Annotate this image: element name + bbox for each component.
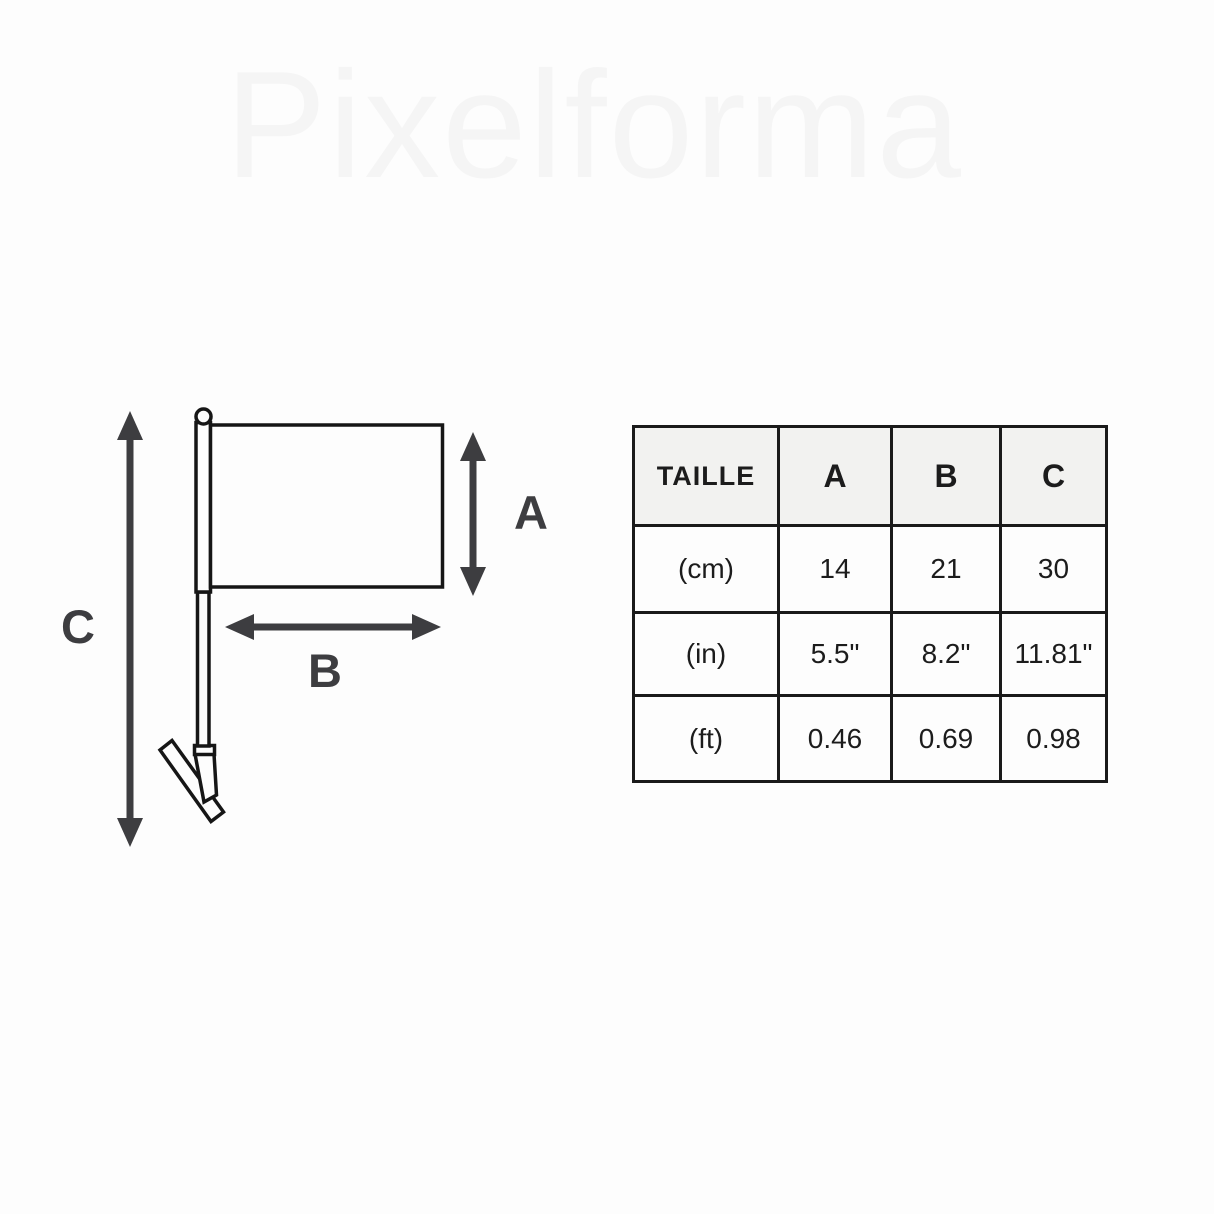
- dimension-arrow-a: [460, 432, 486, 596]
- flag-pole-upper: [196, 423, 211, 593]
- header-cell-taille: TAILLE: [634, 427, 779, 526]
- watermark-text: Pixelforma: [225, 40, 963, 210]
- unit-cell-cm: (cm): [634, 526, 779, 613]
- table-row-cm: [634, 526, 1107, 613]
- flag-pole-lower: [198, 592, 210, 746]
- table-row-ft: [634, 696, 1107, 782]
- dimension-label-b: B: [308, 644, 342, 697]
- cell-ft-c: 0.98: [1001, 696, 1107, 782]
- cell-in-a: 5.5": [779, 613, 892, 696]
- unit-cell-in: (in): [634, 613, 779, 696]
- flag-outline: [211, 425, 443, 587]
- table-row-in: [634, 613, 1107, 696]
- header-cell-c: C: [1001, 427, 1107, 526]
- dimension-label-a: A: [514, 486, 548, 539]
- dimension-arrow-c: [117, 411, 143, 847]
- cell-cm-a: 14: [779, 526, 892, 613]
- header-cell-a: A: [779, 427, 892, 526]
- size-table-header-row: [634, 427, 1107, 526]
- dimension-label-c: C: [61, 600, 95, 653]
- cell-in-b: 8.2": [892, 613, 1001, 696]
- cell-in-c: 11.81": [1001, 613, 1107, 696]
- size-table: [632, 425, 1108, 783]
- cell-cm-b: 21: [892, 526, 1001, 613]
- dimension-arrow-b: [225, 614, 441, 640]
- cell-ft-b: 0.69: [892, 696, 1001, 782]
- unit-cell-ft: (ft): [634, 696, 779, 782]
- cell-ft-a: 0.46: [779, 696, 892, 782]
- cell-cm-c: 30: [1001, 526, 1107, 613]
- header-cell-b: B: [892, 427, 1001, 526]
- pole-ball: [196, 409, 211, 424]
